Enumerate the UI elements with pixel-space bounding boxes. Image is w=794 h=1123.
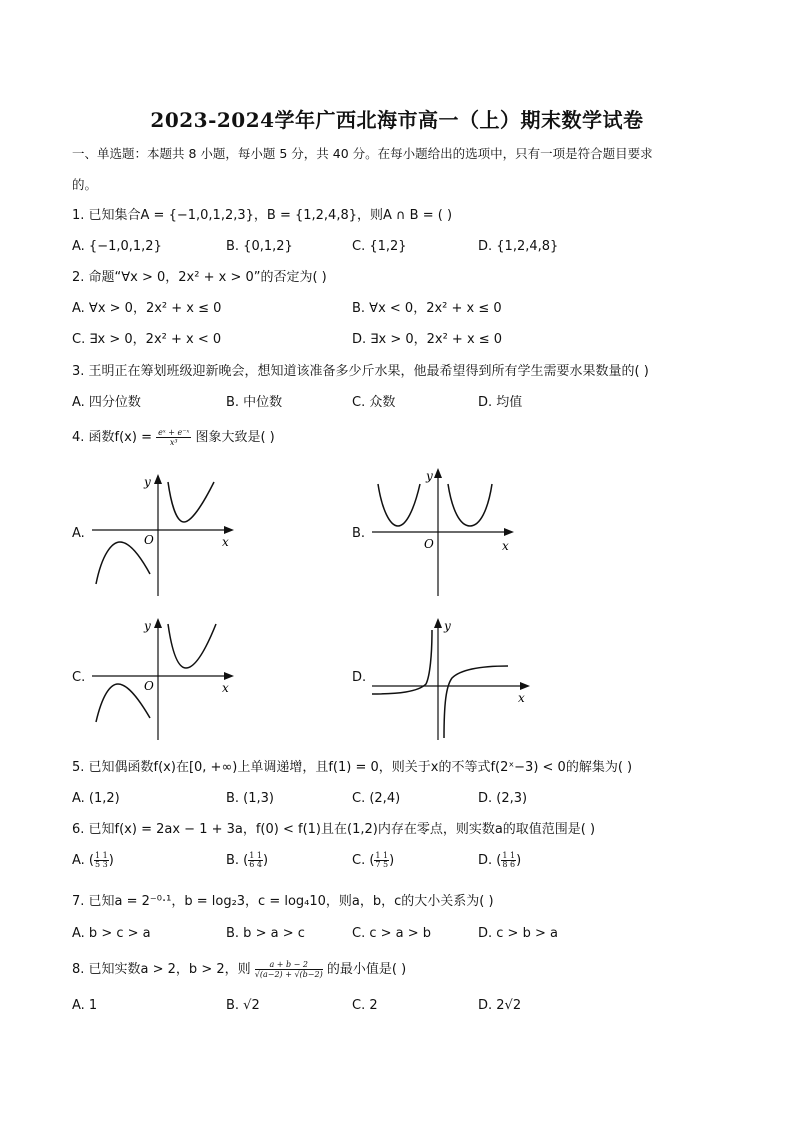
q6-d-close: ): [516, 853, 522, 868]
question-2-option-c: C. ∃x > 0，2x² + x < 0: [72, 332, 222, 347]
question-8-suffix: 的最小值是( ): [326, 962, 407, 977]
question-4-denominator: x³: [169, 438, 178, 447]
question-1-option-a: A. {−1,0,1,2}: [72, 239, 162, 254]
q6-b-den: 6 4: [249, 860, 262, 869]
q6-a-close: ): [108, 853, 114, 868]
question-3-option-d: D. 均值: [478, 395, 523, 410]
question-2-option-b: B. ∀x < 0，2x² + x ≤ 0: [352, 301, 502, 316]
question-3-option-b: B. 中位数: [226, 395, 283, 410]
question-6-stem: 6. 已知f(x) = 2ax − 1 + 3a，f(0) < f(1)且在(1,2)内存在零点，则实数a的取值范围是( ): [72, 822, 596, 837]
question-7-option-b: B. b > a > c: [226, 926, 305, 941]
graph-d-y-label: y: [444, 619, 451, 633]
question-7-option-c: C. c > a > b: [352, 926, 432, 941]
question-6-option-b: [226, 852, 268, 870]
q6-a-den: 5 3: [95, 860, 108, 869]
question-5-stem: 5. 已知偶函数f(x)在[0, +∞)上单调递增，且f(1) = 0，则关于x的不等式f(2ˣ−3) < 0的解集为( ): [72, 760, 633, 775]
question-7-stem: 7. 已知a = 2⁻⁰·¹，b = log₂3，c = log₄10，则a，b，c的大小关系为( ): [72, 894, 494, 909]
q6-a-fraction: [94, 852, 109, 869]
question-7-option-a: A. b > c > a: [72, 926, 151, 941]
question-8-fraction: [255, 960, 323, 979]
q6-d-label: D. (: [478, 853, 502, 868]
q6-b-num: 1 1: [249, 851, 262, 860]
graph-b-origin-label: O: [424, 537, 434, 551]
question-8-option-d: D. 2√2: [478, 998, 522, 1013]
question-4-graph-a: [88, 470, 248, 598]
section-header-line2: 的。: [72, 177, 98, 192]
question-4-graph-b: [368, 462, 528, 598]
question-8-option-c: C. 2: [352, 998, 378, 1013]
question-2-option-d: D. ∃x > 0，2x² + x ≤ 0: [352, 332, 503, 347]
graph-b-x-label: x: [502, 539, 509, 553]
graph-c-y-label: y: [144, 619, 151, 633]
question-5-option-a: A. (1,2): [72, 791, 120, 806]
graph-a-x-label: x: [222, 535, 229, 549]
question-1-stem: 1. 已知集合A = {−1,0,1,2,3}，B = {1,2,4,8}，则A ∩ B = ( ): [72, 208, 453, 223]
q6-a-num: 1 1: [95, 851, 108, 860]
q6-c-label: C. (: [352, 853, 375, 868]
question-1-option-c: C. {1,2}: [352, 239, 407, 254]
question-5-option-c: C. (2,4): [352, 791, 401, 806]
question-4-stem: [72, 428, 275, 447]
question-5-option-b: B. (1,3): [226, 791, 275, 806]
question-2-option-a: A. ∀x > 0，2x² + x ≤ 0: [72, 301, 222, 316]
question-3-option-a: A. 四分位数: [72, 395, 141, 410]
question-8-option-b: B. √2: [226, 998, 260, 1013]
q6-d-fraction: [501, 852, 516, 869]
question-8-denominator: √(a−2) + √(b−2): [254, 970, 323, 979]
question-6-option-c: [352, 852, 394, 870]
graph-c-origin-label: O: [144, 679, 154, 693]
question-4-graph-d: [368, 614, 538, 742]
question-7-option-d: D. c > b > a: [478, 926, 558, 941]
question-6-option-a: [72, 852, 114, 870]
question-4-option-c-label: C.: [72, 670, 86, 685]
question-3-option-c: C. 众数: [352, 395, 396, 410]
page-title: 2023-2024学年广西北海市高一（上）期末数学试卷: [150, 108, 644, 132]
q6-c-fraction: [374, 852, 389, 869]
question-8-numerator: a + b − 2: [255, 960, 323, 970]
graph-d-x-label: x: [518, 691, 525, 705]
q6-d-den: 8 6: [502, 860, 516, 869]
graph-c-x-label: x: [222, 681, 229, 695]
q6-c-num: 1 1: [375, 851, 389, 860]
question-4-option-b-label: B.: [352, 526, 366, 541]
section-header-line1: 一、单选题：本题共 8 小题，每小题 5 分，共 40 分。在每小题给出的选项中，只有一项是符合题目要求: [72, 146, 653, 161]
graph-b-y-label: y: [426, 469, 433, 483]
question-3-stem: 3. 王明正在筹划班级迎新晚会，想知道该准备多少斤水果，他最希望得到所有学生需要水果数量的( ): [72, 364, 649, 379]
q6-d-num: 1 1: [502, 851, 516, 860]
question-1-option-d: D. {1,2,4,8}: [478, 239, 559, 254]
question-8-stem: [72, 960, 406, 979]
q6-b-fraction: [248, 852, 263, 869]
question-5-option-d: D. (2,3): [478, 791, 528, 806]
question-4-suffix: 图象大致是( ): [195, 430, 275, 445]
q6-b-label: B. (: [226, 853, 249, 868]
graph-a-y-label: y: [144, 475, 151, 489]
graph-a-origin-label: O: [144, 533, 154, 547]
question-8-prefix: 8. 已知实数a > 2，b > 2，则: [72, 962, 251, 977]
question-1-option-b: B. {0,1,2}: [226, 239, 293, 254]
q6-c-close: ): [389, 853, 395, 868]
question-4-prefix: 4. 函数f(x) =: [72, 430, 152, 445]
q6-a-label: A. (: [72, 853, 95, 868]
question-8-option-a: A. 1: [72, 998, 98, 1013]
question-4-fraction: [156, 428, 191, 447]
question-4-option-a-label: A.: [72, 526, 85, 541]
question-4-graph-c: [88, 614, 248, 742]
q6-b-close: ): [263, 853, 269, 868]
question-2-stem: 2. 命题“∀x > 0，2x² + x > 0”的否定为( ): [72, 270, 327, 285]
question-4-numerator: eˣ + e⁻ˣ: [158, 428, 190, 437]
question-4-option-d-label: D.: [352, 670, 367, 685]
question-6-option-d: [478, 852, 521, 870]
q6-c-den: 7 5: [375, 860, 389, 869]
